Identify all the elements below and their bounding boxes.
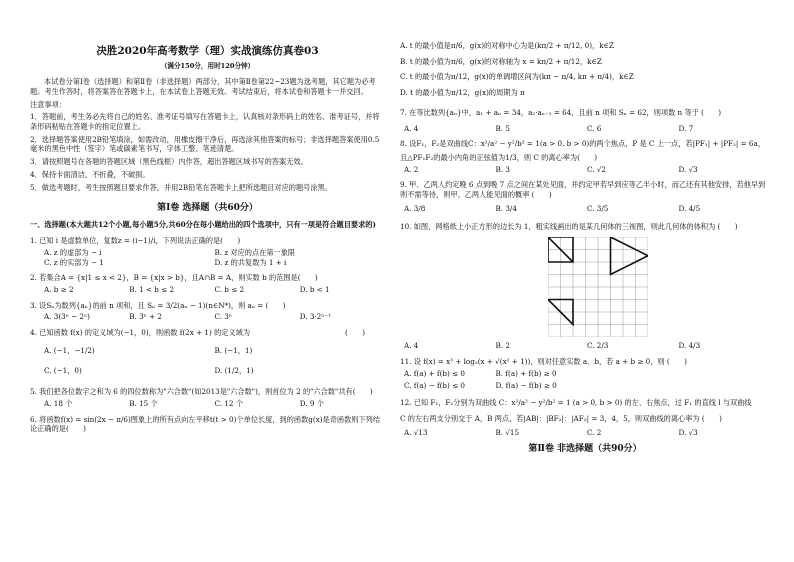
question-stem: 12. 已知 F₁，F₂分别为双曲线 C：x²/a² − y²/b² = 1 (a > 0, b > 0) 的左、右焦点，过 F₁ 的直线 l 与双曲线 <box>400 398 752 408</box>
option-b: B. 15 个 <box>129 399 158 409</box>
question-stem-continued: C 的左右两支分别交于 A，B 两点，若|AB|：|BF₂|：|AF₂| = 3，4，5，则双曲线的离心率为 ( ) <box>400 413 722 423</box>
question-8 <box>400 139 770 174</box>
question-stem: 9. 甲、乙两人约定晚 6 点到晚 7 点之间在某处见面，并约定甲若早到应等乙半小时，而乙还有其他安排，若他早到则不需等待，则甲、乙两人能见面的概率 ( ) <box>400 180 766 200</box>
question-4 <box>30 328 385 375</box>
option-d: D. √3 <box>678 164 698 174</box>
option-b: B. 5 <box>495 123 510 133</box>
option-b: B. √15 <box>495 427 520 437</box>
question-stem: 5. 我们把各位数字之和为 6 的四位数称为"六合数"(如2013是"六合数")，则首位为 2 的"六合数"共有( ) <box>30 387 373 397</box>
option-b: B. 1 < b ≤ 2 <box>129 284 175 294</box>
question-9 <box>400 180 770 213</box>
option-c: C. t 的最小值为π/12，g(x)的单调增区间为(kπ − π/4, kπ + π/4)，k∈Z <box>400 72 634 82</box>
option-a: A. 4 <box>404 123 419 133</box>
question-stem: 2. 若集合A = {x|1 ≤ x < 2}，B = {x|x > b}，且A∩B = A，则实数 b 的范围是( ) <box>30 273 318 283</box>
option-c: C. 3ⁿ <box>214 312 232 322</box>
page-title: 决胜2020年高考数学（理）实战演练仿真卷03 <box>96 45 319 57</box>
option-d: D. z 的共复数为 1 + i <box>214 257 287 267</box>
option-c: C. f(a) − f(b) ≤ 0 <box>404 380 465 390</box>
question-stem-text: 4. 已知函数 f(x) 的定义域为(−1，0)，则函数 f(2x + 1) 的定义域为 <box>30 328 251 338</box>
question-12 <box>400 398 770 437</box>
option-d: D. t 的最小值为π/12，g(x)的周期为 π <box>400 88 525 98</box>
question-6-options <box>400 41 770 98</box>
right-column <box>400 38 770 456</box>
answer-paren: ( ) <box>345 328 365 338</box>
left-column <box>30 0 385 434</box>
notice-item: 2．选择题答案使用2B铅笔填涂，如需改动，用橡皮擦干净后，再选涂其他答案的标号；非选择题答案使用0.5毫米的黑色中性（签字）笔或碳素笔书写，字体工整、笔迹清楚。 <box>30 134 380 154</box>
question-11 <box>400 357 770 390</box>
option-c: C. 12 个 <box>214 399 243 409</box>
option-b: B. f(a) + f(b) ≥ 0 <box>495 368 557 378</box>
section2-title: 第Ⅱ卷 非选择题（共90分） <box>528 444 642 455</box>
notice-item: 3．请按照题号在各题的答题区域（黑色线框）内作答，超出答题区域书写的答案无效。 <box>30 157 308 167</box>
option-a: A. 3(3ⁿ − 2ⁿ) <box>44 312 90 322</box>
question-3 <box>30 301 385 322</box>
option-a: A. (−1，−1/2) <box>44 345 95 355</box>
page-subtitle: （满分150分，用时120分钟） <box>160 62 255 71</box>
option-b: B. 2 <box>495 341 510 351</box>
option-c: C. z 的实部为 − 1 <box>44 257 104 267</box>
option-c: C. 3/5 <box>587 203 609 213</box>
question-stem-continued: 且△PF₁F₂的最小内角的正弦值为1/3，则 C 的离心率为( ) <box>400 153 598 163</box>
notice-item: 1．答题前，考生务必先将自己的姓名、准考证号填写在答题卡上，认真核对条形码上的姓名、准考证号，并将条形码粘贴在答题卡的指定位置上。 <box>30 112 380 131</box>
option-d: D. 9 个 <box>299 399 324 409</box>
section1-title: 第Ⅰ卷 选择题（共60分） <box>157 203 258 214</box>
option-b: B. 3ⁿ + 2 <box>129 312 162 322</box>
option-d: D. 7 <box>678 123 694 133</box>
option-b: B. t 的最小值为π/6，g(x)的对称轴为 x = kπ/2 + π/12，k∈Z <box>400 56 602 66</box>
question-stem: 7. 在等比数列{aₙ}中，a₁ + aₙ = 34，a₂·aₙ₋₁ = 64，且前 n 项和 Sₙ = 62，则项数 n 等于 ( ) <box>400 107 722 117</box>
question-10 <box>400 222 770 351</box>
option-a: A. 4 <box>404 341 419 351</box>
option-c: C. 6 <box>587 123 602 133</box>
section1-instructions: 一、选择题(本大题共12个小题,每小题5分,共60分在每小题给出的四个选项中，只有一项是符合题目要求的) <box>30 220 376 230</box>
question-1 <box>30 236 385 267</box>
option-a: A. z 的虚部为 − i <box>44 247 102 257</box>
option-d: D. b < 1 <box>299 284 330 294</box>
option-c: C. b ≤ 2 <box>214 284 245 294</box>
option-a: A. 18 个 <box>44 399 73 409</box>
notice-item: 5．做选考题时，考生按照题目要求作答，并用2B铅笔在答题卡上把所选题目对应的题号涂黑。 <box>30 182 332 192</box>
option-c: C. (−1，0) <box>44 365 82 375</box>
option-d: D. (1/2，1) <box>214 365 254 375</box>
question-stem: 6. 将函数f(x) = sin(2x − π/6)图象上的所有点向左平移t(t > 0)个单位长度，到的函数g(x)是奇函数则下列结论正确的是( ) <box>30 414 381 434</box>
question-stem: 10. 如图，网格纸上小正方形的边长为 1，粗实线画出的是某几何体的三视图，则此几何体的体积为 ( ) <box>400 221 738 231</box>
question-7 <box>400 108 770 133</box>
question-6 <box>30 415 385 434</box>
option-c: C. 2 <box>587 427 602 437</box>
three-view-figure <box>548 237 648 337</box>
option-a: A. √13 <box>404 427 428 437</box>
option-d: D. f(a) − f(b) ≥ 0 <box>495 380 557 390</box>
option-a: A. b ≥ 2 <box>44 284 74 294</box>
option-b: B. (−1，1) <box>214 345 253 355</box>
question-2 <box>30 273 385 294</box>
question-stem: 11. 设 f(x) = x³ + log₂(x + √(x² + 1))，则对任意实数 a、b，若 a + b ≥ 0，则 ( ) <box>400 357 687 367</box>
question-stem: 1. 已知 i 是虚数单位，复数z = (i−1)/i，下列说法正确的是( ) <box>30 236 241 246</box>
question-stem: 8. 设F₁，F₂是双曲线C：x²/a² − y²/b² = 1(a > 0, b > 0)的两个焦点，P 是 C 上一点，若|PF₁| + |PF₂| = 6a， <box>400 139 765 149</box>
option-d: D. 4/3 <box>678 341 701 351</box>
option-d: D. √3 <box>678 427 698 437</box>
question-stem: 3. 设Sₙ为数列{aₙ}的前 n 项和，且 Sₙ = 3/2(aₙ − 1)(n∈N*)，则 aₙ = ( ) <box>30 300 286 310</box>
intro-paragraph: 本试卷分第Ⅰ卷（选择题）和第Ⅱ卷（非选择题）两部分，其中第Ⅱ卷第22~23题为选考题，其它题为必考题。考生作答时，将答案答在答题卡上，在本试卷上答题无效。考试结束后，将本试卷和答题卡一并交回。 <box>30 77 376 96</box>
option-c: C. 2/3 <box>587 341 609 351</box>
option-b: B. z 对应的点在第一象限 <box>214 247 296 257</box>
question-5 <box>30 387 385 408</box>
notice-title: 注意事项： <box>30 99 66 109</box>
option-a: A. 2 <box>404 164 419 174</box>
option-c: C. √2 <box>587 164 606 174</box>
option-a: A. f(a) + f(b) ≤ 0 <box>404 368 465 378</box>
option-b: B. 3 <box>495 164 510 174</box>
option-d: D. 4/5 <box>678 203 701 213</box>
question-stem <box>30 328 385 338</box>
notice-item: 4．保持卡面清洁，不折叠，不破损。 <box>30 169 150 179</box>
option-d: D. 3·2ⁿ⁻¹ <box>299 312 332 322</box>
option-a: A. t 的最小值是π/6，g(x)的对称中心为是(kπ/2 + π/12, 0)，k∈Z <box>400 41 614 50</box>
option-a: A. 3/8 <box>404 203 426 213</box>
option-b: B. 3/4 <box>495 203 517 213</box>
